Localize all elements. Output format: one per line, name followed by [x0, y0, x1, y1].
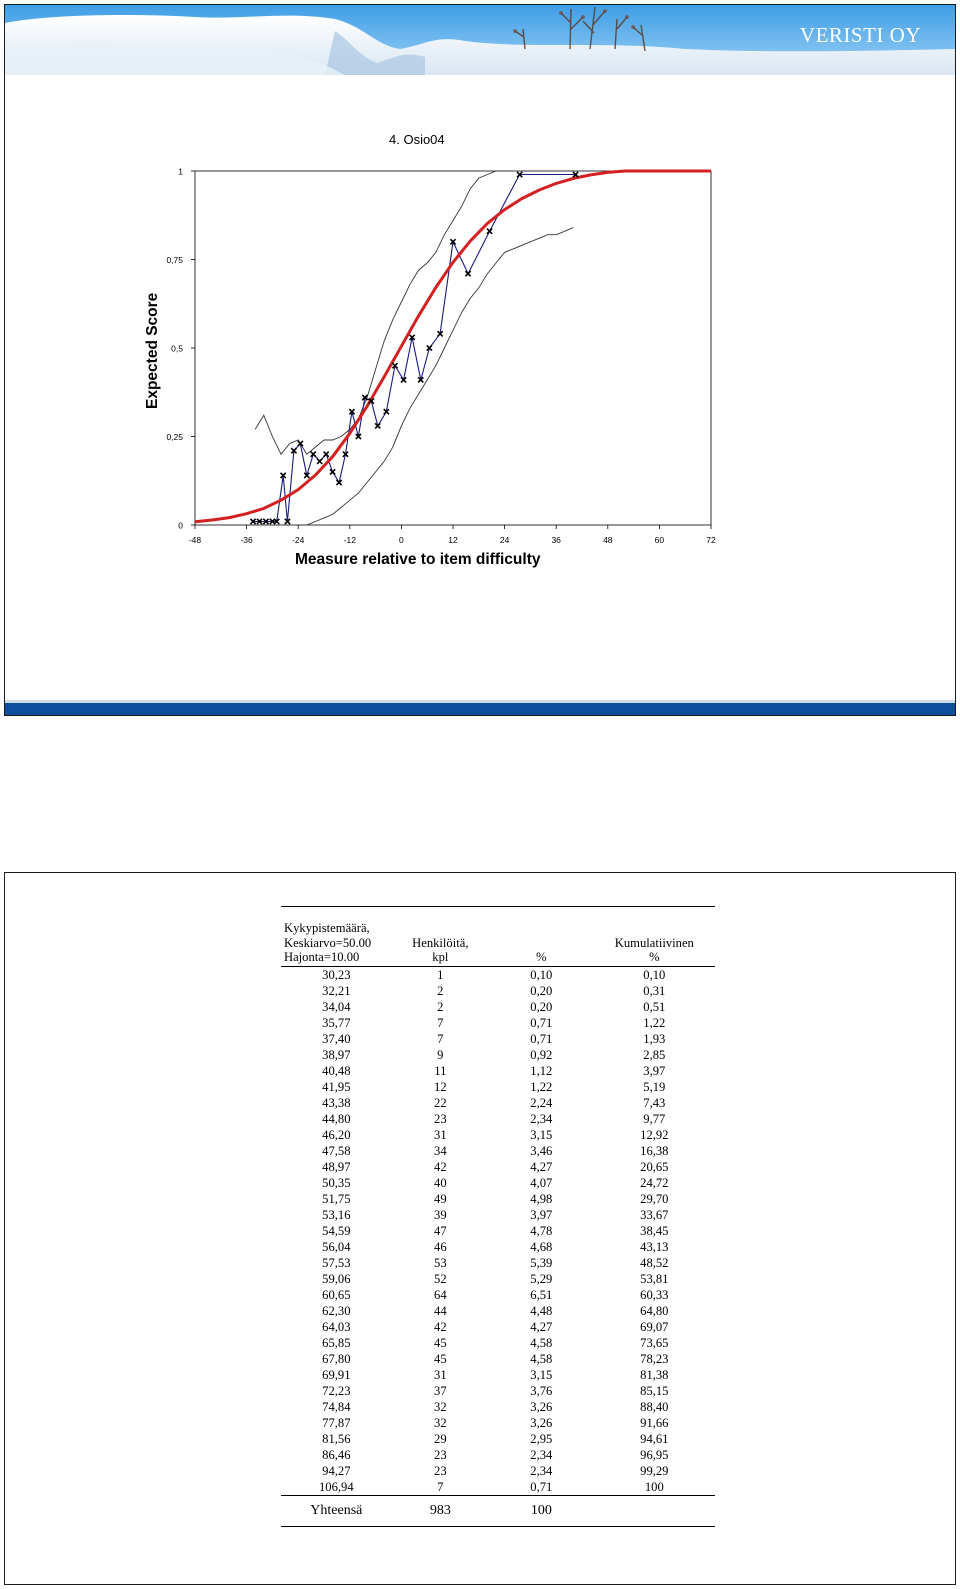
table-cell: 30,23 [322, 967, 351, 982]
table-cell: 1 [437, 967, 444, 982]
slide-chart [4, 4, 956, 716]
x-tick-label: -12 [343, 535, 356, 545]
y-tick-label: 0 [178, 520, 183, 531]
table-cell: 23 [434, 1111, 447, 1126]
table-cell: 4,58 [530, 1335, 553, 1350]
table-cell: 72,23 [322, 1383, 351, 1398]
table-cell: 7 [392, 1479, 489, 1496]
table-row [281, 1015, 715, 1031]
table-cell: 94,27 [322, 1463, 351, 1478]
header-cumulative: Kumulatiivinen % [594, 921, 715, 966]
table-cell: 52 [434, 1271, 447, 1286]
expected-score-chart [133, 127, 733, 577]
table-row [281, 1319, 715, 1335]
table-cell: 31 [434, 1127, 447, 1142]
table-cell: 35,77 [322, 1015, 351, 1030]
table-cell: 32 [434, 1399, 447, 1414]
x-tick-label: 48 [603, 535, 613, 545]
table-cell: 99,29 [640, 1463, 669, 1478]
table-cell: 0,71 [530, 1031, 553, 1046]
table-cell: 3,15 [530, 1367, 553, 1382]
table-cell: 29 [434, 1431, 447, 1446]
table-cell: 45 [434, 1335, 447, 1350]
table-cell: 60,65 [322, 1287, 351, 1302]
table-row [281, 966, 715, 983]
table-row [281, 1415, 715, 1431]
table-cell: 32 [434, 1415, 447, 1430]
table-cell: 47,58 [322, 1143, 351, 1158]
table-cell: 43,13 [640, 1239, 669, 1254]
table-cell: 40,48 [322, 1063, 351, 1078]
table-cell: 2 [437, 999, 444, 1014]
slide-table [4, 872, 956, 1585]
table-cell: 57,53 [322, 1255, 351, 1270]
table-cell: 12,92 [640, 1127, 669, 1142]
table-cell: 4,07 [530, 1175, 553, 1190]
table-cell: 4,27 [530, 1319, 553, 1334]
table-row [281, 1127, 715, 1143]
table-cell: 2,95 [530, 1431, 553, 1446]
company-logo-text: VERISTI OY [799, 23, 921, 47]
table-cell: 53 [434, 1255, 447, 1270]
table-cell: 46 [434, 1239, 447, 1254]
table-row [281, 1239, 715, 1255]
table-row [281, 1367, 715, 1383]
y-axis-ticks [166, 167, 195, 531]
table-cell: 53,16 [322, 1207, 351, 1222]
footer-bar [5, 703, 955, 715]
table-cell: 86,46 [322, 1447, 351, 1462]
header-percent: % [489, 921, 594, 966]
y-tick-label: 0,75 [166, 255, 183, 265]
chart-title: 4. Osio04 [389, 132, 445, 147]
y-tick-label: 0,25 [166, 432, 183, 442]
table-cell: 77,87 [322, 1415, 351, 1430]
table-cell: 9 [437, 1047, 444, 1062]
table-cell: 56,04 [322, 1239, 351, 1254]
table-header-row [281, 921, 715, 966]
table-cell: 16,38 [640, 1143, 669, 1158]
table-cell: 50,35 [322, 1175, 351, 1190]
table-cell: 53,81 [640, 1271, 669, 1286]
table-cell: 4,68 [530, 1239, 553, 1254]
table-cell: 67,80 [322, 1351, 351, 1366]
snow-banner-image [5, 5, 955, 75]
table-cell: 3,26 [530, 1415, 553, 1430]
x-tick-label: 0 [399, 535, 404, 545]
table-cell: 37,40 [322, 1031, 351, 1046]
table-cell: 1,22 [643, 1015, 666, 1030]
table-row [281, 1383, 715, 1399]
x-tick-label: 72 [706, 535, 716, 545]
x-tick-label: -36 [240, 535, 253, 545]
table-cell: 6,51 [530, 1287, 553, 1302]
table-cell: 64 [434, 1287, 447, 1302]
table-cell: 0,92 [530, 1047, 553, 1062]
table-cell: 81,38 [640, 1367, 669, 1382]
table-cell: 0,71 [530, 1015, 553, 1030]
table-cell: 0,10 [643, 967, 666, 982]
table-cell: 32,21 [322, 983, 351, 998]
table-cell: 106,94 [281, 1479, 392, 1496]
table-cell: 31 [434, 1367, 447, 1382]
table-row [281, 1287, 715, 1303]
y-tick-label: 1 [178, 166, 183, 177]
table-row [281, 1095, 715, 1111]
table-cell: 3,15 [530, 1127, 553, 1142]
y-axis-label: Expected Score [144, 292, 161, 409]
table-cell: 22 [434, 1095, 447, 1110]
table-cell: 4,98 [530, 1191, 553, 1206]
table-cell: 3,26 [530, 1399, 553, 1414]
table-cell: 44 [434, 1303, 447, 1318]
table-cell: 91,66 [640, 1415, 669, 1430]
table-total-row [281, 1495, 715, 1526]
table-cell: 69,07 [640, 1319, 669, 1334]
table-cell: 42 [434, 1159, 447, 1174]
table-row [281, 1271, 715, 1287]
table-cell: 24,72 [640, 1175, 669, 1190]
table-row [281, 1047, 715, 1063]
table-cell: 1,22 [530, 1079, 553, 1094]
table-cell: 0,31 [643, 983, 666, 998]
x-tick-label: -24 [292, 535, 305, 545]
table-row [281, 1175, 715, 1191]
table-cell: 64,03 [322, 1319, 351, 1334]
table-cell: 69,91 [322, 1367, 351, 1382]
table-row [281, 1399, 715, 1415]
table-body [281, 966, 715, 1495]
table-cell: 54,59 [322, 1223, 351, 1238]
table-row [281, 1335, 715, 1351]
table-cell: 65,85 [322, 1335, 351, 1350]
table-cell: 100 [594, 1479, 715, 1496]
table-cell: 5,29 [530, 1271, 553, 1286]
table-cell: 7,43 [643, 1095, 666, 1110]
x-tick-label: 36 [551, 535, 561, 545]
table-row [281, 1303, 715, 1319]
table-cell: 0,51 [643, 999, 666, 1014]
table-cell: 23 [434, 1447, 447, 1462]
table-cell: 0,20 [530, 999, 553, 1014]
table-cell: 2,24 [530, 1095, 553, 1110]
table-cell: 62,30 [322, 1303, 351, 1318]
table-cell: 20,65 [640, 1159, 669, 1174]
table-cell: 3,97 [643, 1063, 666, 1078]
table-cell: 0,10 [530, 967, 553, 982]
table-cell: 78,23 [640, 1351, 669, 1366]
table-cell: 81,56 [322, 1431, 351, 1446]
total-percent: 100 [489, 1495, 594, 1526]
table-cell: 38,97 [322, 1047, 351, 1062]
table-cell: 4,48 [530, 1303, 553, 1318]
table-cell: 37 [434, 1383, 447, 1398]
table-cell: 96,95 [640, 1447, 669, 1462]
table-cell: 38,45 [640, 1223, 669, 1238]
table-cell: 44,80 [322, 1111, 351, 1126]
table-cell: 2,34 [530, 1447, 553, 1462]
table-cell: 48,97 [322, 1159, 351, 1174]
table-cell: 9,77 [643, 1111, 666, 1126]
table-row [281, 1223, 715, 1239]
total-count: 983 [392, 1495, 489, 1526]
table-cell: 40 [434, 1175, 447, 1190]
x-tick-label: 24 [499, 535, 510, 545]
table-cell: 7 [437, 1015, 444, 1030]
table-cell: 2,85 [643, 1047, 666, 1062]
table-cell: 41,95 [322, 1079, 351, 1094]
table-cell: 43,38 [322, 1095, 351, 1110]
x-tick-label: 60 [654, 535, 665, 545]
table-cell: 1,12 [530, 1063, 553, 1078]
table-cell: 48,52 [640, 1255, 669, 1270]
table-cell: 74,84 [322, 1399, 351, 1414]
ability-score-table [281, 906, 715, 1527]
table-cell: 47 [434, 1223, 447, 1238]
table-cell: 5,19 [643, 1079, 666, 1094]
table-cell: 29,70 [640, 1191, 669, 1206]
table-cell: 2,34 [530, 1111, 553, 1126]
table-row [281, 1479, 715, 1496]
table-row [281, 1079, 715, 1095]
table-row [281, 1159, 715, 1175]
table-cell: 7 [437, 1031, 444, 1046]
table-cell: 85,15 [640, 1383, 669, 1398]
table-cell: 11 [434, 1063, 447, 1078]
table-cell: 3,76 [530, 1383, 553, 1398]
table-cell: 59,06 [322, 1271, 351, 1286]
table-cell: 2 [437, 983, 444, 998]
table-cell: 23 [434, 1463, 447, 1478]
table-cell: 34 [434, 1143, 447, 1158]
table-row [281, 999, 715, 1015]
table-row [281, 1431, 715, 1447]
table-cell: 94,61 [640, 1431, 669, 1446]
table-cell: 60,33 [640, 1287, 669, 1302]
table-cell: 3,46 [530, 1143, 553, 1158]
plot-area [195, 171, 711, 525]
table-cell: 46,20 [322, 1127, 351, 1142]
total-label: Yhteensä [281, 1495, 392, 1526]
table-cell: 0,20 [530, 983, 553, 998]
table-cell: 73,65 [640, 1335, 669, 1350]
x-axis-ticks [189, 525, 716, 545]
y-tick-label: 0,5 [171, 343, 183, 354]
table-row [281, 1143, 715, 1159]
table-cell: 4,27 [530, 1159, 553, 1174]
table-cell: 12 [434, 1079, 447, 1094]
table-cell: 4,58 [530, 1351, 553, 1366]
table-cell: 45 [434, 1351, 447, 1366]
table-cell: 64,80 [640, 1303, 669, 1318]
header-persons: Henkilöitä, kpl [392, 921, 489, 966]
table-cell: 39 [434, 1207, 447, 1222]
table-row [281, 1191, 715, 1207]
table-cell: 2,34 [530, 1463, 553, 1478]
table-row [281, 1447, 715, 1463]
table-row [281, 1351, 715, 1367]
x-tick-label: 12 [448, 535, 458, 545]
header-ability-score: Kykypistemäärä, Keskiarvo=50.00 Hajonta=10.00 [281, 921, 392, 966]
table-cell: 42 [434, 1319, 447, 1334]
table-cell: 49 [434, 1191, 447, 1206]
table-row [281, 983, 715, 999]
table-cell: 1,93 [643, 1031, 666, 1046]
table-cell: 34,04 [322, 999, 351, 1014]
table-cell: 4,78 [530, 1223, 553, 1238]
table-row [281, 1031, 715, 1047]
table-row [281, 1063, 715, 1079]
table-cell: 0,71 [489, 1479, 594, 1496]
table-cell: 3,97 [530, 1207, 553, 1222]
table-row [281, 1207, 715, 1223]
table-cell: 88,40 [640, 1399, 669, 1414]
x-axis-label: Measure relative to item difficulty [295, 551, 541, 568]
table-cell: 5,39 [530, 1255, 553, 1270]
table-row [281, 1463, 715, 1479]
table-row [281, 1111, 715, 1127]
x-tick-label: -48 [188, 535, 202, 545]
table-cell: 33,67 [640, 1207, 669, 1222]
table-row [281, 1255, 715, 1271]
table-cell: 51,75 [322, 1191, 351, 1206]
